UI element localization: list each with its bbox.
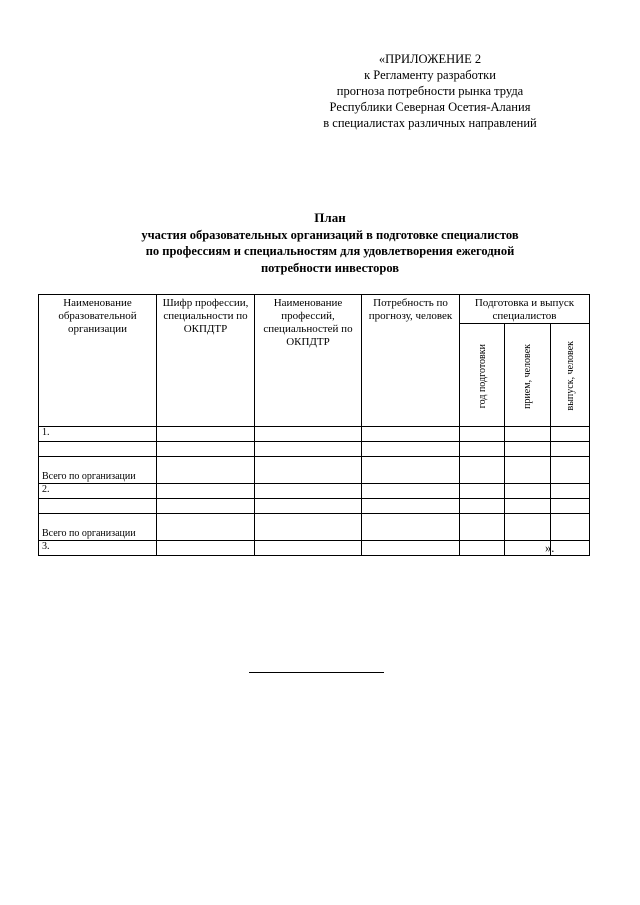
header-training-year-label: год подготовки <box>476 343 488 409</box>
appendix-line-4: Республики Северная Осетия-Алания <box>329 100 531 114</box>
table-cell <box>255 442 362 457</box>
table-cell <box>551 427 590 442</box>
header-forecast-need: Потребность по прогнозу, человек <box>362 295 460 427</box>
table-cell <box>362 499 460 514</box>
table-cell <box>505 442 551 457</box>
row-label: 3. <box>39 541 157 556</box>
table-cell <box>460 427 505 442</box>
header-graduation <box>551 324 590 427</box>
table-cell <box>255 484 362 499</box>
header-admission-label: прием, человек <box>522 343 533 409</box>
appendix-line-2: к Регламенту разработки <box>364 68 496 82</box>
table-cell <box>157 541 255 556</box>
table-cell <box>255 541 362 556</box>
table-cell <box>551 499 590 514</box>
plan-table <box>38 294 590 556</box>
appendix-line-3: прогноза потребности рынка труда <box>336 84 524 98</box>
header-profession-name: Наименование профессий, специальностей по ОКПДТР <box>255 295 362 427</box>
title-main: План <box>314 210 346 225</box>
table-row-total <box>39 514 590 541</box>
table-cell <box>157 484 255 499</box>
table-cell <box>551 484 590 499</box>
table-cell <box>255 457 362 484</box>
table-cell <box>551 457 590 484</box>
row-label: 1. <box>39 427 157 442</box>
table-row <box>39 541 590 556</box>
table-cell <box>505 457 551 484</box>
table-cell <box>362 541 460 556</box>
table-cell <box>505 514 551 541</box>
header-training-output: Подготовка и выпуск специалистов <box>460 295 590 324</box>
table-cell <box>157 457 255 484</box>
title-line-2: по профессиям и специальностям для удовлетворения ежегодной <box>145 244 515 258</box>
table-cell <box>460 499 505 514</box>
table-cell <box>255 514 362 541</box>
table-row-total <box>39 457 590 484</box>
title-line-3: потребности инвесторов <box>260 260 400 275</box>
table-cell <box>255 427 362 442</box>
header-admission <box>505 324 551 427</box>
table-cell <box>460 457 505 484</box>
table-cell <box>362 457 460 484</box>
table-row <box>39 484 590 499</box>
title-line-1: участия образовательных организаций в подготовке специалистов <box>141 227 519 242</box>
row-label: Всего по организации <box>39 514 157 541</box>
appendix-line-5: в специалистах различных направлений <box>323 116 537 130</box>
table-cell <box>460 484 505 499</box>
table-cell <box>551 514 590 541</box>
appendix-line-1: «ПРИЛОЖЕНИЕ 2 <box>378 52 482 66</box>
table-cell <box>362 514 460 541</box>
table-cell <box>157 499 255 514</box>
table-cell <box>505 499 551 514</box>
table-cell <box>505 484 551 499</box>
document-title <box>60 210 600 276</box>
row-label: Всего по организации <box>39 457 157 484</box>
table-cell <box>551 541 590 556</box>
table-cell <box>460 541 505 556</box>
header-organization-name: Наименование образовательной организации <box>39 295 157 427</box>
table-cell <box>362 427 460 442</box>
row-label: 2. <box>39 484 157 499</box>
table-cell <box>551 442 590 457</box>
table-cell <box>460 442 505 457</box>
table-cell <box>460 514 505 541</box>
table-cell <box>157 442 255 457</box>
table-row <box>39 427 590 442</box>
row-label <box>39 499 157 514</box>
table-row <box>39 442 590 457</box>
row-label <box>39 442 157 457</box>
closing-quote: ». <box>545 541 555 555</box>
header-graduation-label: выпуск, человек <box>564 341 576 411</box>
appendix-header <box>300 51 560 131</box>
table-cell <box>505 541 551 556</box>
table-cell <box>157 427 255 442</box>
header-training-year <box>460 324 505 427</box>
table-row <box>39 499 590 514</box>
table-cell <box>157 514 255 541</box>
table-cell <box>362 484 460 499</box>
table-cell <box>362 442 460 457</box>
table-cell <box>255 499 362 514</box>
separator-line <box>249 672 384 673</box>
header-profession-code: Шифр профессии, специальности по ОКПДТР <box>157 295 255 427</box>
table-cell <box>505 427 551 442</box>
